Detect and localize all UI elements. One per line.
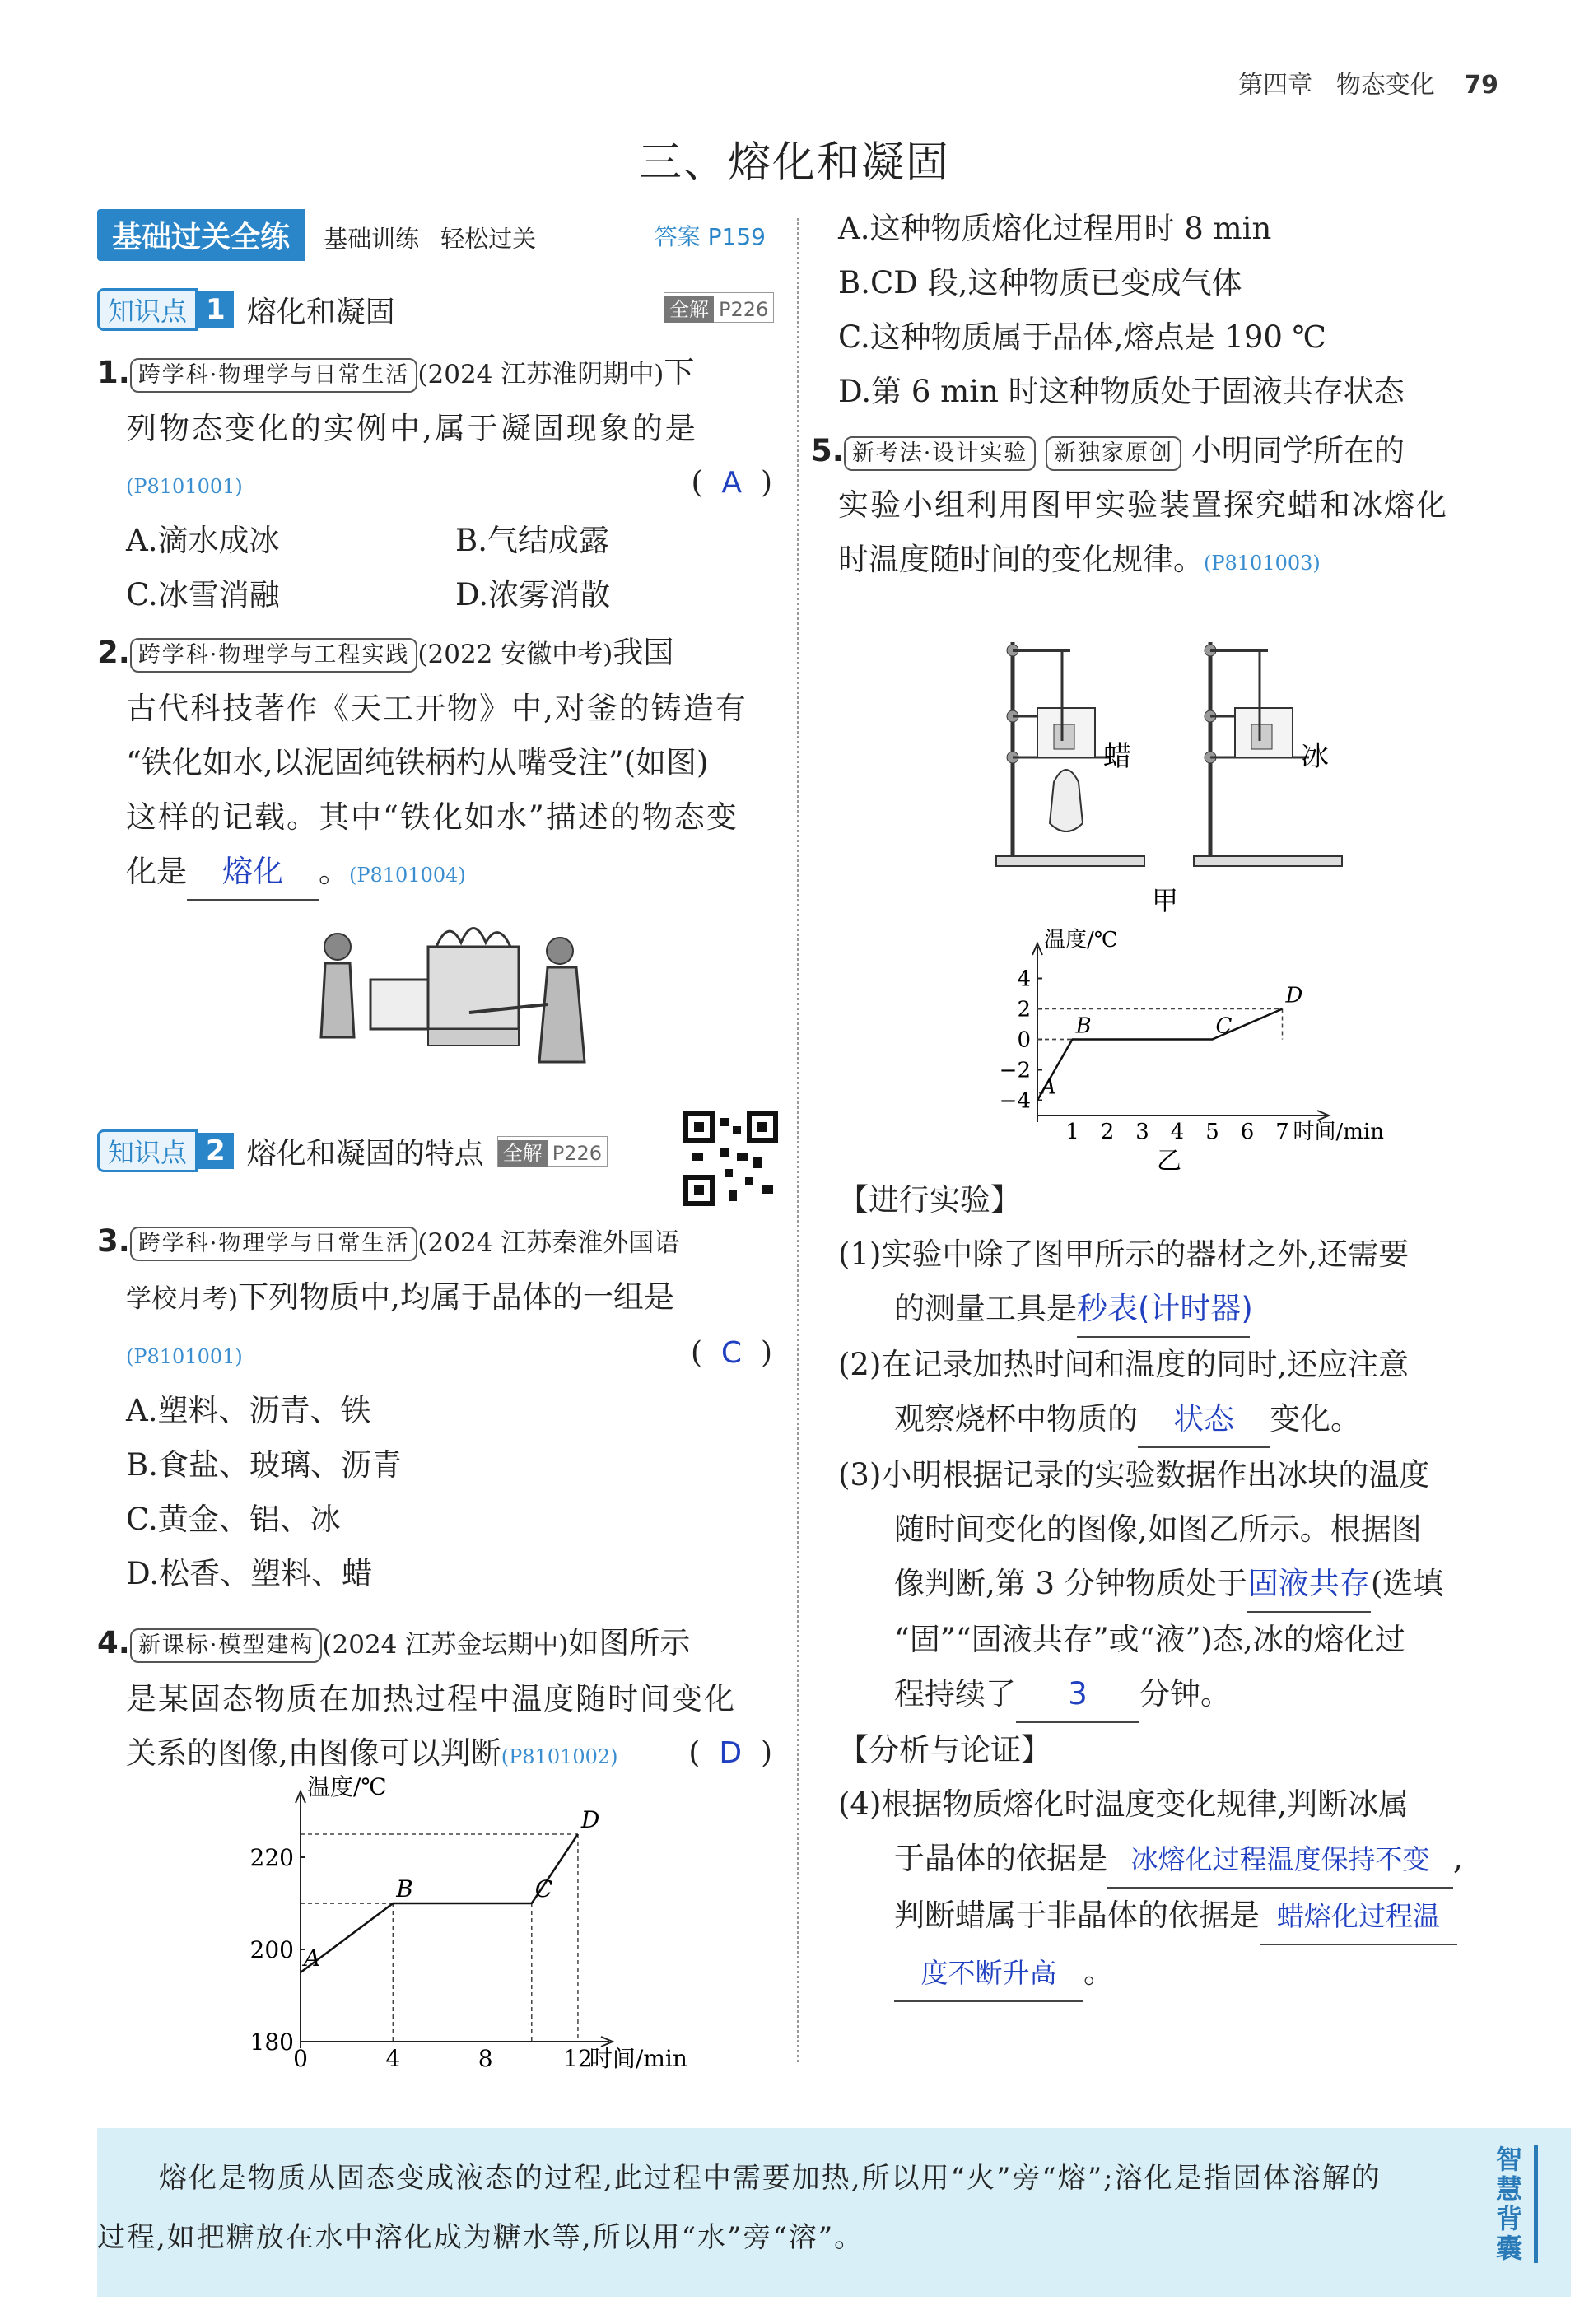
question-1: 1. 跨学科·物理学与日常生活 (2024 江苏淮阴期中)下 列物态变化的实例中,属于凝固现象的是 (P8101001) ( A ) A.滴水成冰 B.气结成露 C.冰雪消融 D.浓雾消散	[97, 346, 781, 622]
q-answer: A	[721, 466, 743, 500]
option-a: A.塑料、沥青、铁	[126, 1393, 371, 1428]
furnace	[428, 947, 519, 1029]
point-label: D	[580, 1806, 600, 1833]
kp-name: 熔化和凝固	[246, 295, 395, 329]
answer-4a: 冰熔化过程温度保持不变	[1107, 1833, 1453, 1889]
kp-name: 熔化和凝固的特点	[246, 1136, 484, 1171]
y-tick-label: 2	[1017, 997, 1031, 1022]
alcohol-lamp	[1050, 770, 1083, 831]
q-badge: 新独家原创	[1046, 436, 1181, 471]
test-tube-wax	[1054, 724, 1074, 749]
q-badge: 跨学科·物理学与日常生活	[130, 358, 418, 393]
stand-base-left	[996, 856, 1144, 866]
knowledge-point-2	[97, 1129, 608, 1172]
q-text: 如图所示	[568, 1625, 691, 1660]
q-badge: 跨学科·物理学与工程实践	[130, 638, 418, 673]
x-tick-label: 2	[1100, 1120, 1115, 1144]
x-tick-label: 4	[385, 2045, 401, 2072]
worker-right-head	[547, 938, 573, 964]
q-text: 列物态变化的实例中,属于凝固现象的是	[126, 411, 698, 446]
q-source: 学校月考)	[126, 1284, 239, 1314]
test-tube-ice	[1251, 724, 1272, 749]
q-text: 实验小组利用图甲实验装置探究蜡和冰熔化	[838, 487, 1448, 523]
kp-tag: 知识点	[97, 1129, 198, 1172]
y-tick-label: 180	[249, 2028, 294, 2056]
q5-text: (3)小明根据记录的实验数据作出冰块的温度	[838, 1457, 1430, 1493]
q-text: 下列物质中,均属于晶体的一组是	[238, 1279, 674, 1315]
q5-text: (选填	[1370, 1566, 1444, 1601]
point-label: A	[304, 1944, 321, 1972]
q5-text: 变化。	[1270, 1401, 1361, 1437]
answer-reference: 答案 P159	[654, 223, 766, 250]
answer-3a: 固液共存	[1247, 1557, 1371, 1613]
q5-text: 观察烧杯中物质的	[894, 1401, 1138, 1437]
kp1-full-solution	[650, 292, 774, 335]
y-tick-label: 200	[249, 1935, 294, 1963]
answer-1: 秒表(计时器)	[1077, 1282, 1250, 1338]
practice-banner	[97, 209, 557, 257]
answer-4b-cont: 度不断升高	[894, 1946, 1083, 2002]
q-text: 是某固态物质在加热过程中温度随时间变化	[126, 1681, 736, 1716]
casting-illustration	[305, 914, 601, 1078]
chapter-label: 第四章	[1238, 71, 1313, 100]
qj-label: 全解	[498, 1140, 548, 1167]
banner-sub1: 基础训练	[324, 225, 420, 253]
section-heading: 【进行实验】	[838, 1182, 1021, 1218]
section-heading: 【分析与论证】	[838, 1732, 1051, 1767]
question-5	[811, 424, 1519, 590]
wisdom-tip-box	[97, 2128, 1571, 2297]
y-axis-label: 温度/℃	[307, 1773, 387, 1800]
page-header	[1238, 64, 1498, 100]
figure-a-caption: 甲	[1151, 885, 1179, 916]
q5-text: 判断蜡属于非晶体的依据是	[894, 1898, 1260, 1933]
qr-code[interactable]	[683, 1111, 778, 1206]
y-tick-label: 4	[1017, 966, 1031, 992]
x-tick-label: 1	[1065, 1120, 1079, 1144]
ice-label: 冰	[1301, 740, 1329, 773]
bellows	[370, 980, 428, 1029]
q5-text: (1)实验中除了图甲所示的器材之外,还需要	[838, 1237, 1410, 1272]
qj-page: P226	[719, 298, 769, 321]
flame	[436, 929, 510, 948]
answer-3b: 3	[1016, 1667, 1139, 1723]
q-number: 4.	[97, 1625, 130, 1660]
tip-text	[97, 2149, 1414, 2267]
q4-options	[838, 202, 1513, 419]
point-label: A	[1041, 1074, 1056, 1100]
option-a: A.这种物质熔化过程用时 8 min	[838, 211, 1272, 246]
y-tick-label: 220	[249, 1843, 294, 1871]
page-number: 79	[1464, 71, 1498, 100]
tip-side-label: 智慧背囊	[1496, 2145, 1538, 2263]
kp-number: 1	[198, 291, 234, 328]
x-axis-label: 时间/min	[589, 2045, 687, 2072]
worker-left-head	[324, 934, 351, 960]
q-code: (P8101001)	[126, 1345, 243, 1368]
point-label: B	[396, 1875, 413, 1903]
point-label: C	[1215, 1013, 1233, 1039]
qj-page: P226	[552, 1141, 602, 1165]
apparatus-figure	[980, 634, 1375, 922]
q-text: 这样的记载。其中“铁化如水”描述的物态变	[126, 799, 739, 835]
kp-tag: 知识点	[97, 288, 198, 331]
q-code: (P8101002)	[501, 1745, 618, 1768]
x-tick-label: 5	[1205, 1120, 1219, 1144]
banner-subtitle	[324, 221, 557, 254]
column-divider	[797, 218, 799, 2062]
q5-text: (4)根据物质熔化时温度变化规律,判断冰属	[838, 1786, 1410, 1822]
answer-4b: 蜡熔化过程温	[1260, 1889, 1457, 1945]
x-tick-label: 12	[563, 2045, 593, 2072]
x-tick-label: 4	[1170, 1120, 1185, 1144]
q5-text: 程持续了	[894, 1676, 1016, 1712]
question-3: 3. 跨学科·物理学与日常生活 (2024 江苏秦淮外国语 学校月考)下列物质中,均属于晶体的一组是 (P8101001) ( C ) A.塑料、沥青、铁 B.食盐、玻璃、沥青 C.黄金、铝、冰 D.松香、塑料、蜡	[97, 1214, 781, 1601]
option-b: B.食盐、玻璃、沥青	[126, 1447, 402, 1483]
x-tick-label: 7	[1275, 1120, 1289, 1144]
q-source: (2024 江苏秦淮外国语	[417, 1228, 680, 1258]
q5-text: 于晶体的依据是	[894, 1841, 1107, 1876]
q5-text: 。	[1083, 1954, 1114, 1990]
q-source: (2022 安徽中考)	[417, 640, 613, 669]
q-answer: D	[719, 1736, 743, 1770]
point-label: C	[534, 1875, 553, 1903]
q-text: 古代科技著作《天工开物》中,对釜的铸造有	[126, 691, 748, 726]
q5-temperature-chart	[972, 922, 1384, 1177]
kp-number: 2	[198, 1133, 234, 1169]
q-answer: 熔化	[187, 845, 319, 901]
x-tick-label: 3	[1135, 1120, 1149, 1144]
option-b: B.气结成露	[455, 523, 609, 558]
point-label: B	[1075, 1013, 1092, 1039]
q-text: 时温度随时间的变化规律。	[838, 542, 1204, 577]
q-code: (P8101003)	[1204, 552, 1321, 575]
data-line	[1037, 1009, 1283, 1101]
x-tick-label: 6	[1240, 1120, 1255, 1144]
y-tick-label: −4	[999, 1088, 1031, 1114]
qj-label: 全解	[664, 296, 714, 323]
option-c: C.冰雪消融	[126, 577, 280, 612]
q-text: “铁化如水,以泥固纯铁柄杓从嘴受注”(如图)	[126, 745, 709, 780]
banner-title: 基础过关全练	[97, 209, 305, 261]
option-d: D.浓雾消散	[455, 577, 611, 612]
q-source: (2024 江苏金坛期中)	[322, 1630, 569, 1660]
option-c: C.这种物质属于晶体,熔点是 190 ℃	[838, 319, 1327, 355]
point-label: D	[1285, 983, 1303, 1008]
tip-line-2: 过程,如把糖放在水中溶化成为糖水等,所以用“水”旁“溶”。	[97, 2221, 864, 2254]
x-tick-label: 8	[478, 2045, 493, 2072]
figure-b-caption: 乙	[1157, 1147, 1181, 1176]
q5-text: 随时间变化的图像,如图乙所示。根据图	[894, 1511, 1422, 1547]
q-answer: C	[720, 1336, 743, 1370]
data-line	[301, 1834, 578, 1972]
option-d: D.第 6 min 时这种物质处于固液共存状态	[838, 374, 1405, 409]
section-label: 物态变化	[1335, 71, 1435, 100]
q-text: 关系的图像,由图像可以判断	[126, 1735, 501, 1771]
q-number: 3.	[97, 1223, 130, 1259]
q-text: 小明同学所在的	[1191, 433, 1405, 468]
q5-text: 的测量工具是	[894, 1291, 1077, 1326]
worker-right-body	[539, 967, 585, 1062]
q-badge: 跨学科·物理学与日常生活	[130, 1227, 418, 1261]
option-b: B.CD 段,这种物质已变成气体	[838, 265, 1242, 300]
q4-temperature-chart	[231, 1770, 687, 2083]
q-text: 。	[319, 854, 349, 889]
option-d: D.松香、塑料、蜡	[126, 1556, 373, 1591]
y-axis-label: 温度/℃	[1044, 928, 1118, 952]
q-code: (P8101001)	[126, 475, 243, 498]
option-a: A.滴水成冰	[126, 523, 280, 558]
q-text: 下	[664, 355, 695, 390]
q5-text: “固”“固液共存”或“液”)态,冰的熔化过	[894, 1622, 1405, 1657]
q5-text: 分钟。	[1139, 1676, 1231, 1712]
question-2	[97, 626, 781, 902]
q-number: 1.	[97, 355, 130, 390]
y-tick-label: 0	[1017, 1027, 1031, 1053]
q-source: (2024 江苏淮阴期中)	[417, 360, 664, 389]
option-c: C.黄金、铝、冰	[126, 1502, 341, 1537]
q5-text: ,	[1453, 1841, 1463, 1876]
q-text: 化是	[126, 854, 187, 889]
q-code: (P8101004)	[349, 864, 466, 887]
q5-text: 像判断,第 3 分钟物质处于	[894, 1566, 1247, 1601]
furnace-base	[428, 1029, 519, 1046]
q-number: 2.	[97, 635, 130, 670]
q-text: 我国	[613, 635, 674, 670]
q5-text: (2)在记录加热时间和温度的同时,还应注意	[838, 1347, 1410, 1382]
q-badge: 新考法·设计实验	[844, 436, 1037, 471]
question-4: 4. 新课标·模型建构 (2024 江苏金坛期中)如图所示 是某固态物质在加热过程中温度随时间变化 关系的图像,由图像可以判断(P8101002) ( D )	[97, 1616, 781, 1784]
q5-subquestions	[838, 1173, 1546, 2002]
answer-2: 状态	[1138, 1392, 1270, 1448]
banner-sub2: 轻松过关	[440, 225, 537, 253]
q-number: 5.	[811, 433, 844, 468]
x-axis-label: 时间/min	[1293, 1120, 1384, 1144]
stand-base-right	[1194, 856, 1342, 866]
wax-label: 蜡	[1103, 740, 1131, 773]
page-title: 三、熔化和凝固	[638, 138, 950, 188]
knowledge-point-1	[97, 288, 395, 331]
q-badge: 新课标·模型建构	[130, 1628, 323, 1663]
x-tick-label: 0	[293, 2045, 308, 2072]
worker-left-body	[321, 963, 354, 1037]
y-tick-label: −2	[999, 1058, 1031, 1083]
tip-line-1: 熔化是物质从固态变成液态的过程,此过程中需要加热,所以用“火”旁“熔”;溶化是指固体溶解的	[159, 2162, 1382, 2195]
